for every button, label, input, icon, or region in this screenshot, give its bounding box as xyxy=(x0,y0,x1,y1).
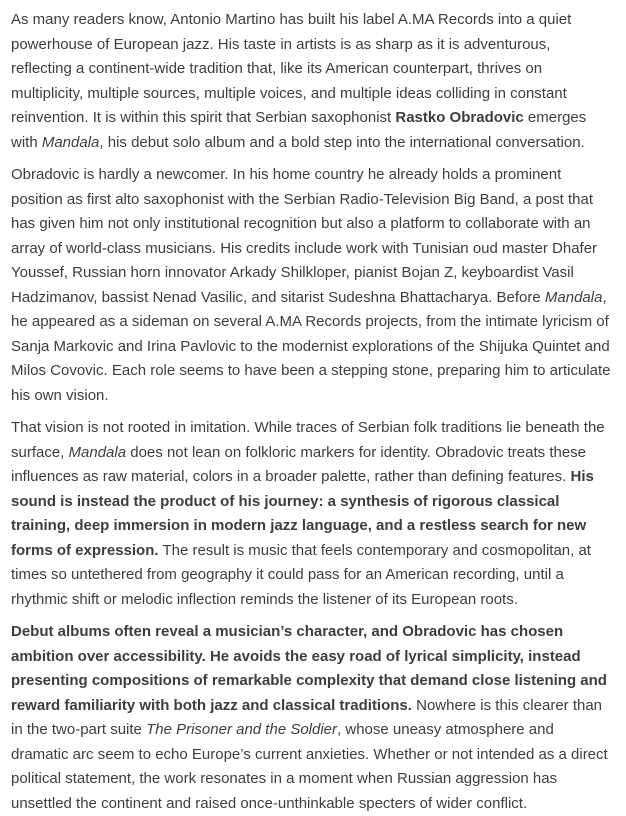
article-paragraph xyxy=(11,8,615,155)
text-run: As many readers know, Antonio Martino has built his label A.MA Records into a quiet powerhouse of European jazz. His taste in artists is as sharp as it is adventurous, reflecting a continent-wide tradition that, like its American counterpart, thrives on multiplicity, multiple sources, multiple voices, and multiple ideas colliding in constant reinvention. It is within this spirit that Serbian saxophonist xyxy=(11,11,572,126)
text-run: emerges with xyxy=(11,109,587,151)
bold-text-run: His sound is instead the product of his journey: a synthesis of rigorous classical training, deep immersion in modern jazz language, and a restless search for new forms of expression. xyxy=(11,468,594,559)
text-run: That vision is not rooted in imitation. While traces of Serbian folk traditions lie beneath the surface, xyxy=(11,419,605,461)
text-run: Nowhere is this clearer than in the two-part suite xyxy=(11,696,603,738)
article-paragraph xyxy=(11,416,615,612)
italic-text-run: Mandala xyxy=(68,443,127,461)
italic-text-run: Mandala xyxy=(544,288,603,306)
text-run: Obradovic is hardly a newcomer. In his home country he already holds a prominent position as first alto saxophonist with the Serbian Radio-Television Big Band, a post that has given him not only institutional recognition but also a platform to collaborate with an array of world-class musicians. His credits include work with Tunisian oud master Dhafer Youssef, Russian horn innovator Arkady Shilkloper, pianist Bojan Z, keyboardist Vasil Hadzimanov, bassist Nenad Vasilic, and sitarist Sudeshna Bhattacharya. Before xyxy=(11,166,598,306)
bold-text-run: Rastko Obradovic xyxy=(395,109,524,126)
italic-text-run: The Prisoner and the Soldier xyxy=(146,721,338,738)
text-run: , his debut solo album and a bold step into the international conversation. xyxy=(99,133,585,151)
article-paragraph xyxy=(11,620,615,816)
italic-text-run: Mandala xyxy=(41,133,100,151)
text-run: , he appeared as a sideman on several A.MA Records projects, from the intimate lyricism of Sanja Markovic and Irina Pavlovic to the modernist explorations of the Shijuka Quintet and Milos Covovic. Each role seems to have been a stepping stone, preparing him to articulate his own vision. xyxy=(11,288,611,404)
text-run: does not lean on folkloric markers for identity. Obradovic treats these influences as raw material, colors in a broader palette, rather than defining features. xyxy=(11,443,587,485)
bold-text-run: Debut albums often reveal a musician’s character, and Obradovic has chosen ambition over accessibility. He avoids the easy road of lyrical simplicity, instead presenting compositions of remarkable complexity that demand close listening and reward familiarity with both jazz and classical traditions. xyxy=(11,623,607,714)
article-paragraph xyxy=(11,163,615,408)
text-run: , whose uneasy atmosphere and dramatic arc seem to echo Europe’s current anxieties. Whether or not intended as a direct political statement, the work resonates in a moment when Russian aggression has unsettled the continent and raised once-unthinkable specters of wider conflict. xyxy=(11,721,608,812)
text-run: The result is music that feels contemporary and cosmopolitan, at times so untethered from geography it could pass for an American recording, until a rhythmic shift or melodic inflection reminds the listener of its European roots. xyxy=(11,541,591,608)
